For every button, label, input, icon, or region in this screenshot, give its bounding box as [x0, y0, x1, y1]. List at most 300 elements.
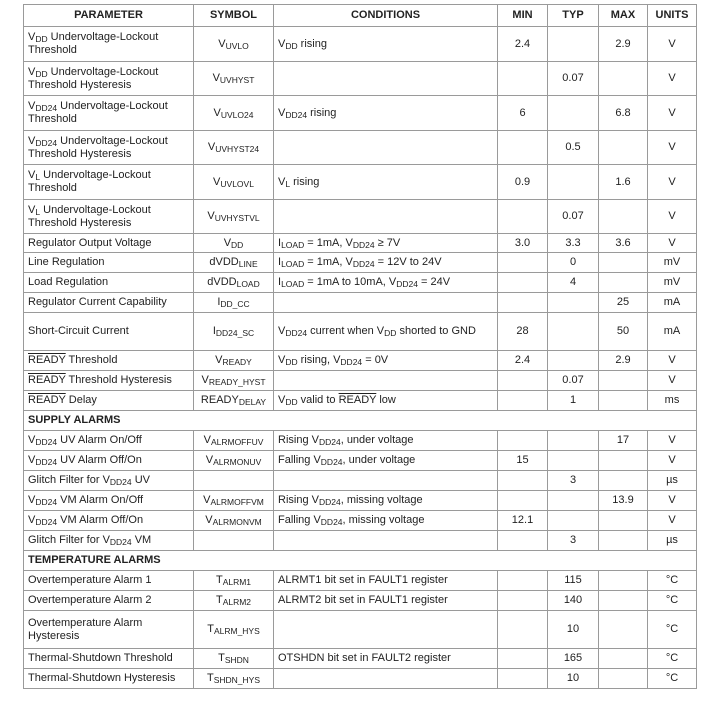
parameter-cell [24, 491, 194, 511]
section-header-row [24, 411, 697, 431]
text-segment: Threshold [28, 113, 77, 125]
header-max: MAX [599, 5, 648, 27]
symbol-cell [194, 62, 274, 96]
text-segment: dVDD [207, 276, 237, 288]
symbol-cell [194, 131, 274, 165]
typ-cell: 3 [548, 471, 599, 491]
max-cell: 50 [599, 313, 648, 351]
min-cell [498, 293, 548, 313]
text-segment: Undervoltage-Lockout [57, 100, 168, 112]
parameter-cell [24, 200, 194, 234]
conditions-cell [274, 27, 498, 62]
text-segment: V [205, 454, 214, 466]
symbol-cell [194, 165, 274, 200]
subscript-text: UVLO [225, 40, 249, 51]
max-cell [599, 531, 648, 551]
text-segment: Threshold [28, 182, 77, 194]
subscript-text: DD [35, 34, 48, 44]
max-cell [599, 649, 648, 669]
subscript-text: READY [222, 357, 252, 367]
text-segment: rising [290, 175, 320, 188]
parameter-cell [24, 96, 194, 131]
text-segment: V [28, 134, 36, 147]
min-cell [498, 431, 548, 451]
symbol-cell [194, 200, 274, 234]
text-segment: , under voltage [340, 434, 414, 446]
text-segment: Threshold Hysteresis [28, 78, 132, 91]
symbol-cell [194, 491, 274, 511]
text-segment: V [28, 514, 36, 526]
min-cell [498, 131, 548, 165]
parameter-cell [24, 62, 194, 96]
text-segment: I [278, 276, 282, 288]
parameter-cell [24, 611, 194, 649]
text-segment: V [28, 494, 36, 506]
section-title: SUPPLY ALARMS [24, 411, 697, 431]
text-segment: , under voltage [342, 454, 416, 466]
header-conditions: CONDITIONS [274, 5, 498, 27]
subscript-text: UVHYST [219, 75, 255, 85]
text-segment: Overtemperature Alarm [28, 616, 143, 629]
max-cell [599, 451, 648, 471]
text-segment: rising [297, 37, 327, 50]
conditions-cell [274, 611, 498, 649]
typ-cell [548, 313, 599, 351]
text-segment: Overtemperature Alarm 2 [28, 594, 152, 606]
subscript-text: DD [285, 397, 298, 407]
units-cell: °C [648, 571, 697, 591]
text-segment: Rising V [278, 494, 319, 506]
max-cell: 1.6 [599, 165, 648, 200]
text-segment: VM Alarm On/Off [57, 494, 144, 506]
typ-cell: 0.07 [548, 371, 599, 391]
text-segment: = 24V [417, 276, 451, 288]
conditions-cell [274, 531, 498, 551]
max-cell [599, 391, 648, 411]
typ-cell [548, 293, 599, 313]
max-cell: 17 [599, 431, 648, 451]
units-cell: ms [648, 391, 697, 411]
max-cell [599, 571, 648, 591]
subscript-text: ALRM_HYS [213, 626, 260, 636]
subscript-text: SHDN [224, 655, 249, 665]
text-segment: Glitch Filter for V [28, 534, 110, 546]
parameter-cell [24, 371, 194, 391]
text-segment: , missing voltage [340, 494, 423, 506]
subscript-text: DD [35, 68, 48, 79]
text-segment: T [218, 652, 225, 664]
parameter-cell [24, 511, 194, 531]
conditions-cell [274, 131, 498, 165]
units-cell: V [648, 131, 697, 165]
text-segment: V [201, 374, 209, 386]
conditions-cell [274, 253, 498, 273]
table-row [24, 591, 697, 611]
symbol-cell [194, 669, 274, 689]
typ-cell [548, 27, 599, 62]
min-cell [498, 611, 548, 649]
symbol-cell [194, 471, 274, 491]
typ-cell: 140 [548, 591, 599, 611]
text-segment: READY [28, 374, 66, 386]
max-cell: 3.6 [599, 234, 648, 253]
subscript-text: UVLOVL [220, 178, 254, 189]
max-cell [599, 611, 648, 649]
subscript-text: DD24 [35, 103, 58, 113]
text-segment: Threshold Hysteresis [65, 374, 172, 386]
subscript-text: DD24 [352, 259, 375, 269]
text-segment: dVDD [209, 256, 239, 268]
units-cell: V [648, 451, 697, 471]
symbol-cell [194, 649, 274, 669]
parameter-cell [24, 273, 194, 293]
text-segment: V [213, 175, 221, 188]
subscript-text: DD [231, 239, 244, 250]
parameter-cell [24, 253, 194, 273]
typ-cell: 10 [548, 669, 599, 689]
units-cell: °C [648, 669, 697, 689]
parameter-cell [24, 669, 194, 689]
text-segment: T [206, 672, 214, 684]
text-segment: T [215, 594, 223, 606]
max-cell [599, 471, 648, 491]
subscript-text: LOAD [281, 259, 305, 269]
units-cell: V [648, 431, 697, 451]
max-cell: 6.8 [599, 96, 648, 131]
table-row [24, 62, 697, 96]
text-segment: READY [28, 394, 66, 406]
subscript-text: DD24 [35, 437, 58, 447]
header-symbol: SYMBOL [194, 5, 274, 27]
subscript-text: DELAY [238, 397, 267, 407]
symbol-cell [194, 371, 274, 391]
subscript-text: L [35, 206, 41, 217]
text-segment: Falling V [278, 454, 321, 466]
parameter-cell [24, 27, 194, 62]
subscript-text: DD24 [318, 437, 341, 447]
parameter-cell [24, 351, 194, 371]
subscript-text: SHDN_HYS [213, 675, 261, 685]
symbol-cell [194, 611, 274, 649]
table-body [24, 27, 697, 689]
text-segment: Undervoltage-Lockout [40, 169, 151, 181]
min-cell [498, 273, 548, 293]
units-cell: µs [648, 471, 697, 491]
subscript-text: UVHYSTVL [214, 213, 260, 223]
typ-cell [548, 351, 599, 371]
table-row [24, 669, 697, 689]
typ-cell: 0.07 [548, 200, 599, 234]
text-segment: V [28, 169, 36, 181]
typ-cell [548, 165, 599, 200]
symbol-cell [194, 431, 274, 451]
typ-cell [548, 96, 599, 131]
subscript-text: ALRM2 [222, 597, 252, 607]
min-cell [498, 669, 548, 689]
symbol-cell [194, 313, 274, 351]
min-cell: 3.0 [498, 234, 548, 253]
typ-cell [548, 451, 599, 471]
subscript-text: DD24 [320, 457, 343, 467]
max-cell [599, 511, 648, 531]
text-segment: Threshold [28, 44, 77, 56]
parameter-cell [24, 131, 194, 165]
text-segment: Overtemperature Alarm 1 [28, 574, 152, 586]
subscript-text: DD24 [318, 497, 341, 507]
text-segment: Regulator Output Voltage [28, 236, 152, 249]
units-cell: mA [648, 313, 697, 351]
units-cell: mA [648, 293, 697, 313]
text-segment: shorted to GND [396, 325, 476, 337]
min-cell [498, 591, 548, 611]
max-cell: 2.9 [599, 351, 648, 371]
symbol-cell [194, 27, 274, 62]
text-segment: V [28, 31, 36, 43]
units-cell: V [648, 351, 697, 371]
header-min: MIN [498, 5, 548, 27]
min-cell [498, 491, 548, 511]
text-segment: V [203, 434, 211, 446]
min-cell [498, 571, 548, 591]
conditions-cell [274, 511, 498, 531]
subscript-text: LOAD [236, 279, 260, 289]
text-segment: V [28, 454, 36, 466]
units-cell: °C [648, 591, 697, 611]
conditions-cell [274, 451, 498, 471]
min-cell [498, 471, 548, 491]
symbol-cell [194, 531, 274, 551]
text-segment: = 0V [362, 354, 389, 366]
min-cell: 0.9 [498, 165, 548, 200]
text-segment: V [278, 394, 286, 406]
typ-cell: 10 [548, 611, 599, 649]
header-row [24, 5, 697, 27]
text-segment: V [205, 514, 213, 526]
subscript-text: DD24 [35, 457, 58, 467]
units-cell: V [648, 234, 697, 253]
text-segment: V [278, 37, 286, 50]
table-row [24, 371, 697, 391]
subscript-text: READY_HYST [208, 377, 266, 387]
units-cell: V [648, 27, 697, 62]
conditions-cell [274, 351, 498, 371]
table-row [24, 27, 697, 62]
text-segment: ALRMT2 bit set in FAULT1 register [278, 594, 448, 606]
typ-cell: 3 [548, 531, 599, 551]
subscript-text: DD24 [35, 497, 58, 507]
max-cell [599, 371, 648, 391]
subscript-text: DD [384, 328, 397, 338]
text-segment: V [28, 203, 36, 216]
units-cell: V [648, 511, 697, 531]
table-row [24, 571, 697, 591]
min-cell [498, 531, 548, 551]
header-typ: TYP [548, 5, 599, 27]
min-cell [498, 371, 548, 391]
typ-cell: 0.5 [548, 131, 599, 165]
text-segment: Thermal-Shutdown Hysteresis [28, 672, 176, 684]
conditions-cell [274, 62, 498, 96]
text-segment: T [215, 574, 223, 586]
subscript-text: DD24 [396, 279, 418, 289]
symbol-cell [194, 293, 274, 313]
text-segment: V [28, 434, 36, 446]
text-segment: V [213, 106, 221, 119]
min-cell: 15 [498, 451, 548, 471]
text-segment: rising [307, 106, 337, 119]
subscript-text: DD_CC [220, 299, 250, 309]
max-cell [599, 200, 648, 234]
table-row [24, 649, 697, 669]
table-row [24, 531, 697, 551]
symbol-cell [194, 451, 274, 471]
units-cell: V [648, 200, 697, 234]
subscript-text: UVHYST24 [215, 144, 260, 154]
subscript-text: LINE [238, 259, 258, 269]
max-cell [599, 669, 648, 689]
conditions-cell [274, 200, 498, 234]
text-segment: V [207, 210, 215, 222]
units-cell: °C [648, 649, 697, 669]
text-segment: Line Regulation [28, 256, 105, 268]
text-segment: OTSHDN bit set in FAULT2 register [278, 652, 451, 664]
units-cell: mV [648, 273, 697, 293]
subscript-text: DD24 [35, 517, 58, 527]
text-segment: UV [131, 474, 150, 486]
table-row [24, 273, 697, 293]
subscript-text: LOAD [281, 279, 305, 289]
text-segment: V [215, 354, 223, 366]
units-cell: µs [648, 531, 697, 551]
max-cell [599, 131, 648, 165]
text-segment: Load Regulation [28, 276, 109, 288]
text-segment: valid to [297, 394, 339, 406]
table-row [24, 293, 697, 313]
typ-cell [548, 511, 599, 531]
subscript-text: ALRMONUV [213, 457, 262, 467]
conditions-cell [274, 273, 498, 293]
subscript-text: DD24 [285, 109, 308, 120]
text-segment: Threshold Hysteresis [28, 216, 132, 229]
typ-cell [548, 491, 599, 511]
table-row [24, 253, 697, 273]
symbol-cell [194, 571, 274, 591]
typ-cell: 3.3 [548, 234, 599, 253]
min-cell: 12.1 [498, 511, 548, 531]
conditions-cell [274, 391, 498, 411]
subscript-text: UVLO24 [220, 109, 254, 120]
text-segment: VM Alarm Off/On [57, 514, 144, 526]
min-cell [498, 62, 548, 96]
text-segment: V [278, 175, 286, 188]
text-segment: Short-Circuit Current [28, 325, 129, 337]
min-cell: 28 [498, 313, 548, 351]
table-row [24, 511, 697, 531]
subscript-text: ALRMOFFVM [210, 497, 264, 507]
section-title: TEMPERATURE ALARMS [24, 551, 697, 571]
min-cell: 2.4 [498, 351, 548, 371]
conditions-cell [274, 491, 498, 511]
text-segment: READY [338, 394, 377, 406]
text-segment: I [212, 325, 216, 337]
conditions-cell [274, 293, 498, 313]
table-row [24, 471, 697, 491]
subscript-text: ALRMOFFUV [210, 437, 264, 447]
text-segment: = 1mA, V [304, 236, 353, 249]
units-cell: V [648, 371, 697, 391]
text-segment: I [217, 296, 221, 308]
max-cell [599, 62, 648, 96]
text-segment: Threshold [65, 354, 118, 366]
parameter-cell [24, 451, 194, 471]
units-cell: °C [648, 611, 697, 649]
min-cell [498, 200, 548, 234]
parameter-cell [24, 293, 194, 313]
units-cell: V [648, 165, 697, 200]
subscript-text: L [285, 178, 291, 189]
subscript-text: DD [285, 357, 298, 367]
text-segment: = 12V to 24V [374, 256, 442, 268]
text-segment: V [278, 354, 286, 366]
min-cell: 2.4 [498, 27, 548, 62]
table-row [24, 200, 697, 234]
conditions-cell [274, 471, 498, 491]
subscript-text: DD24 [35, 137, 58, 148]
typ-cell [548, 431, 599, 451]
min-cell [498, 253, 548, 273]
parameter-cell [24, 431, 194, 451]
text-segment: V [223, 236, 232, 249]
text-segment: = 1mA, V [304, 256, 353, 268]
text-segment: Thermal-Shutdown Threshold [28, 652, 173, 664]
subscript-text: DD24_SC [215, 328, 255, 338]
max-cell: 2.9 [599, 27, 648, 62]
subscript-text: ALRM1 [222, 577, 252, 587]
subscript-text: DD24 [352, 239, 375, 250]
subscript-text: DD [285, 40, 298, 51]
typ-cell: 165 [548, 649, 599, 669]
conditions-cell [274, 165, 498, 200]
text-segment: current when V [307, 325, 385, 337]
text-segment: Falling V [278, 514, 321, 526]
text-segment: rising, V [297, 354, 341, 366]
text-segment: Undervoltage-Lockout [47, 31, 159, 43]
typ-cell: 0 [548, 253, 599, 273]
typ-cell: 115 [548, 571, 599, 591]
conditions-cell [274, 431, 498, 451]
parameter-cell [24, 165, 194, 200]
max-cell [599, 591, 648, 611]
subscript-text: DD24 [285, 328, 308, 338]
text-segment: I [278, 256, 282, 268]
parameter-cell [24, 571, 194, 591]
text-segment: ≥ 7V [374, 236, 401, 249]
parameter-cell [24, 649, 194, 669]
conditions-cell [274, 649, 498, 669]
text-segment: V [278, 106, 286, 119]
parameter-cell [24, 471, 194, 491]
units-cell: V [648, 491, 697, 511]
table-row [24, 96, 697, 131]
text-segment: READY [28, 354, 66, 366]
text-segment: V [218, 37, 226, 50]
text-segment: T [207, 623, 214, 635]
symbol-cell [194, 351, 274, 371]
text-segment: VM [131, 534, 152, 546]
symbol-cell [194, 273, 274, 293]
max-cell: 25 [599, 293, 648, 313]
table-row [24, 431, 697, 451]
